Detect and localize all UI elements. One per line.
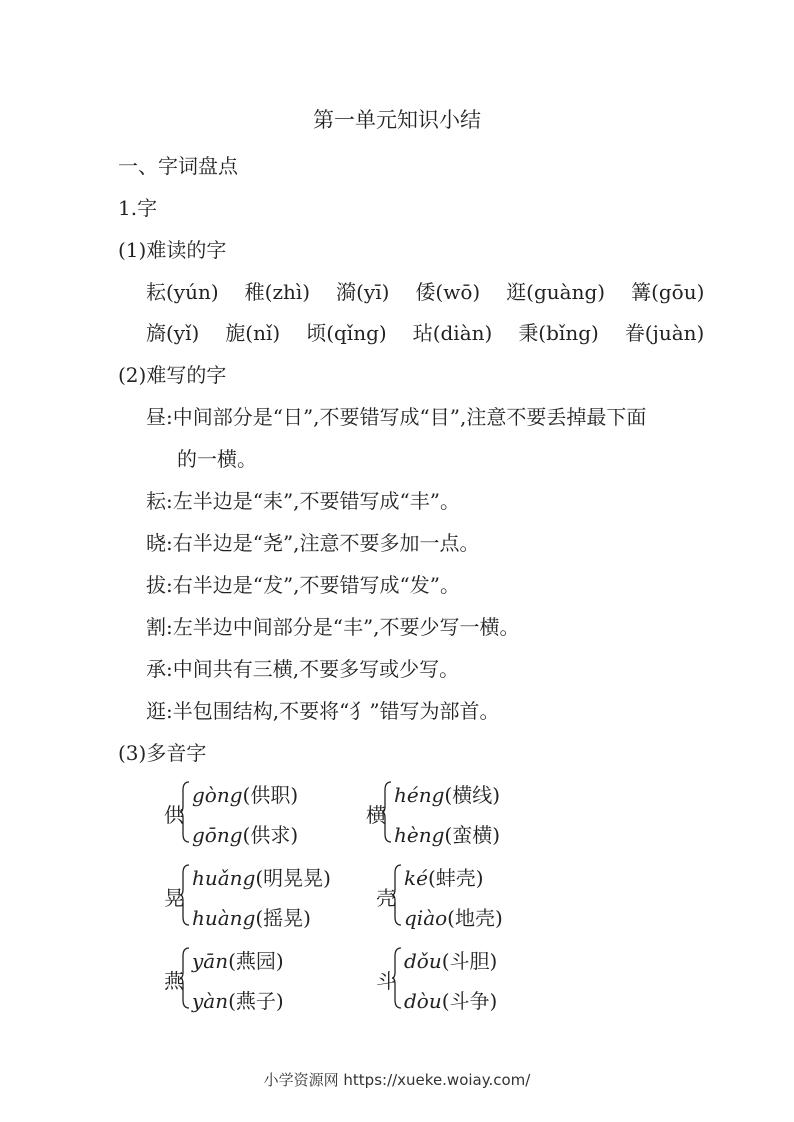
reading-1: héng(横线) [394,783,501,807]
word-item: 耘(yún) [146,280,219,304]
brace-icon [382,781,392,843]
reading-1: yān(燕园) [192,949,284,973]
page-title: 第一单元知识小结 [313,108,481,132]
writing-note: 的一横。 [177,447,257,471]
brace-icon [392,864,402,926]
polyphone-char: 横 [366,803,386,827]
reading-1: ké(蚌壳) [404,866,484,890]
word-item: 玷(diàn) [412,321,493,345]
word-item: 倭(wō) [415,280,481,304]
reading-1: gòng(供职) [192,783,299,807]
word-item: 篝(gōu) [631,280,705,304]
writing-note: 耘:左半边是“耒”,不要错写成“丰”。 [146,489,460,513]
reading-1: dǒu(斗胆) [404,949,498,973]
word-item: 眷(juàn) [624,321,705,345]
writing-note: 晓:右半边是“尧”,注意不要多加一点。 [146,531,480,555]
word-item: 旎(nǐ) [225,321,281,345]
brace-icon [180,947,190,1009]
polyphone-char: 晃 [164,886,184,910]
part3-heading: (3)多音字 [118,741,207,765]
brace-icon [392,947,402,1009]
subsection-heading: 1.字 [118,196,158,220]
reading-2: huàng(摇晃) [192,906,311,930]
writing-note: 拔:右半边是“犮”,不要错写成“发”。 [146,573,460,597]
polyphone-char: 壳 [376,886,396,910]
word-item: 顷(qǐng) [306,321,387,345]
hard-to-read-row-2 [146,317,704,346]
word-item: 稚(zhì) [244,280,311,304]
writing-note: 昼:中间部分是“日”,不要错写成“目”,注意不要丢掉最下面 [146,405,647,429]
reading-2: yàn(燕子) [192,989,284,1013]
polyphone-char: 斗 [376,969,396,993]
reading-1: huǎng(明晃晃) [192,866,331,890]
reading-2: qiào(地壳) [404,906,503,930]
hard-to-read-row-1 [146,276,704,305]
word-item: 逛(guàng) [506,280,606,304]
reading-2: gōng(供求) [192,823,299,847]
part1-heading: (1)难读的字 [118,238,227,262]
footer-watermark: 小学资源网 https://xueke.woiay.com/ [263,1071,531,1089]
brace-icon [180,781,190,843]
writing-note: 割:左半边中间部分是“丰”,不要少写一横。 [146,615,520,639]
word-item: 漪(yī) [336,280,390,304]
section-heading: 一、字词盘点 [118,154,238,178]
word-item: 秉(bǐng) [518,321,599,345]
word-item: 旖(yǐ) [146,321,200,345]
part2-heading: (2)难写的字 [118,363,227,387]
polyphone-char: 供 [164,803,184,827]
brace-icon [180,864,190,926]
reading-2: dòu(斗争) [404,989,498,1013]
reading-2: hèng(蛮横) [394,823,501,847]
writing-note: 承:中间共有三横,不要多写或少写。 [146,657,460,681]
polyphone-char: 燕 [164,969,184,993]
writing-note: 逛:半包围结构,不要将“犭”错写为部首。 [146,699,500,723]
